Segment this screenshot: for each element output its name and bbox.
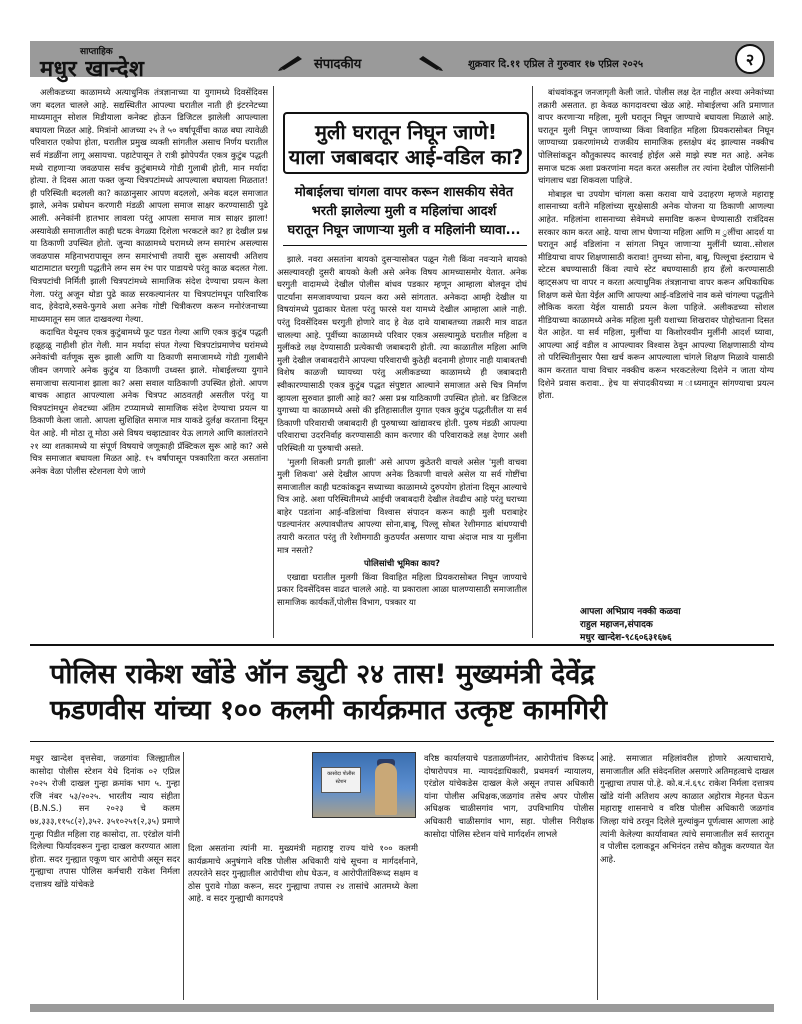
paragraph: एखाद्या घरातील मुलगी किंवा विवाहित महिला प्रियकरासोबत निघून जाण्याचे प्रकार दिवसेंदिवस वाढत चालले आहे. या प्रकाराला आळा घालण्यासाठी समाजातील सामाजिक कार्यकर्ते,पोलीस विभाग, पत्रकार या: [277, 571, 527, 608]
pen-icon: [415, 53, 443, 71]
brand-small-label: साप्ताहिक: [80, 47, 113, 57]
deck-line: मोबाईलचा चांगला वापर करून शासकीय सेवेत: [294, 185, 514, 200]
paragraph: बांधवांकडून जनजागृती केली जाते. पोलीस लक्ष देत नाहीत अश्या अनेकांच्या तक्रारी असतात. हा केवळ कागदावरचा खेळ आहे. मोबाईलचा अति प्रमाणात वापर करणाऱ्या महिला, मुली घरातून निघून जाण्याचे बघायला मिळाले आहे. घरातून मुली निघून जाण्याच्या किंवा विवाहित महिला प्रियकरासोबत निघून जाण्याच्या प्रकरणांमध्ये राजकीय सामाजिक हस्तक्षेप बंद झाल्यास नक्कीच पोलिसांकडून कौतुकास्पद कारवाई होईल असे माझे स्पष्ट मत आहे. अनेक समाज घटक अशा प्रकरणांना मदत करत असतील तर त्यांना देखील पोलिसांनी चांगलाच धडा शिकवला पाहिजे.: [538, 87, 774, 186]
editorial-headline-box: [283, 112, 529, 174]
section-divider: [30, 741, 774, 742]
pen-icon: [278, 53, 306, 71]
editorial-headline-line: याला जबाबदार आई-वडिल का?: [288, 145, 524, 169]
section-divider: [30, 644, 774, 646]
editorial-deck: [280, 183, 528, 240]
paragraph: मोबाइल चा उपयोग चांगला कसा करावा याचे उदाहरण म्हणजे महाराष्ट्र शासनाच्या वतीने महिलांच्या सुरक्षेसाठी अनेक योजना या ठिकाणी आणल्या आहेत. महिलांना शासनाच्या सेवेमध्ये समाविष्ट करून घेण्यासाठी रात्रंदिवस सरकार काम करत आहे. याचा लाभ घेणाऱ्या महिला आणि म ुलींचा आदर्श या घरातून आई वडिलांना न सांगता निघून जाणाऱ्या मुलींनी घ्यावा..सोशल मीडियाचा वापर शिक्षणासाठी करावा! तुमच्या सोना, बाबू, पिल्लूचा इंस्टाग्राम चे स्टेटस बघण्यासाठी किंवा त्याचे स्टेट बघण्यासाठी हाय हॅलो करण्यासाठी व्हाट्सअप चा वापर न करता अत्याधुनिक तंत्रज्ञानाचा वापर करून अधिकाधिक शिक्षण कसे घेता येईल आणि आपल्या आई-वडिलांचे नाव कसे चांगल्या पद्धतीने लौकिक करता येईल यासाठी प्रयत्न केला पाहिजे. अलीकडच्या सोशल मीडियाच्या काळामध्ये अनेक महिला मुली यशाच्या शिखरावर पोहोचताना दिसत येत आहेत. या सर्व महिला, मुलींचा या किशोरवयीन मुलींनी आदर्श घ्यावा, आपल्या आई वडील व आपल्यावर विश्वास ठेवून आपल्या शिक्षणासाठी योग्य तो परिस्थितीनुसार पैसा खर्च करून आपल्याला चांगले शिक्षण मिळावे यासाठी काम करतात याचा विचार नक्कीच करून भरकटलेल्या दिशेने न जाता योग्य दिशेने प्रवास करावा.. हेच या संपादकीयच्या म ाध्यमातून सांगण्याचा प्रयत्न होता.: [538, 188, 774, 401]
column-divider: [273, 86, 274, 638]
story-column-1: मधुर खान्देश वृत्तसेवा, जळगांवः जिल्ह्यातील कासोदा पोलीस स्टेशन येथे दिनांक ०२ एप्रिल २०२५ रोजी दाखल गुन्हा क्रमांक भाग ५. गुन्हा रजि नंबर ५३/२०२५. भारतीय न्याय संहीता (B.N.S.) सन २०२३ चे कलम ७४,३३३,११५८(२),३५२. ३५१०२५१(२,३५) प्रमाणे गुन्हा पिडीत महिला राह कासोदा, ता. एरंडोल यांनी दिलेल्या फिर्यादवरून गुन्हा दाखल करण्यात आला होता. सदर गुन्ह्यात एकूण चार आरोपी असून सदर गुन्ह्याचा तपास पोलिस कर्मचारी राकेश निर्मला दत्तात्रय खोंडे यांचेकडे: [30, 753, 180, 889]
story-headline-line-2: फडणवीस यांच्या १०० कलमी कार्यक्रमात उत्कृष्ट कामगिरी: [50, 695, 608, 726]
police-role-subhead: पोलिसांची भूमिका काय?: [364, 558, 440, 569]
editorial-signoff: [580, 606, 760, 645]
column-divider: [532, 86, 533, 638]
deck-line: भरती झालेल्या मुली व महिलांचा आदर्श: [311, 204, 497, 219]
story-column-3: वरिष्ठ कार्यालयाचे पडताळणीनंतर, आरोपीतांच विरूध्द दोषारोपपत्र मा. न्यायदंडाधिकारी, प्रथमवर्ग न्यायालय, एरंडोल यांचेकडेस दाखल केले असून तपास अधिकारी यांना पोलीस अधिक्षक,जळगांव तसेच अपर पोलीस अधिक्षक चाळीसगांव भाग, उपविभागिय पोलीस अधिकारी चाळीसगांव भाग, सहा. पोलीस निरीक्षक कासोदा पोलिस स्टेशन यांचे मार्गदर्शन लाभले: [424, 753, 594, 839]
editorial-headline-line: मुली घरातून निघून जाणे!: [314, 120, 498, 144]
paragraph: कदाचित येथूनच एकत्र कुटुंबामध्ये फूट पडत गेल्या आणि एकत्र कुटुंब पद्धती हळूहळू नाहीशी होत गेली. मान मर्यादा संपत गेल्या चित्रपटांप्रमाणेच घरांमध्ये अनेकांची वर्तणूक सुरू झाली आणि या ठिकाणी समाजामध्ये गोडी गुलाबीने जीवन जगणारे अनेक कुटुंब या ठिकाणी उध्वस्त झाले. मोबाईलच्या युगाने समाजाचा सत्यानाश झाला का? असा सवाल याठिकाणी उपस्थित होतो. आपण बाचक आहात आपल्याला अनेक चित्रपट आठवतही असतील परंतु या चित्रपटांमधून शेवटच्या अंतिम टप्प्यामध्ये सामाजिक संदेश देण्याचा प्रयत्न या ठिकाणी केला जातो. आपला सुशिक्षित समाज मात्र याकडे दुर्लक्ष करताना दिसून येत आहे. मी मोठा तू मोठा असे विषय चव्हाट्यावर येऊ लागले आणि कालांतराने २१ व्या शतकामध्ये या संपूर्ण विषयाचे जणूकाही प्रॅक्टिकल सुरू आहे का? असे चित्र समाजात बघायला मिळत आहे. १५ वर्षापासून पत्रकारिता करत असतांना अनेक वेळा पोलीस स्टेशनला येणे जाणे: [30, 327, 268, 476]
story-column-2-top: [188, 752, 308, 840]
brand-title: मधुर खान्देश: [40, 57, 145, 82]
deck-line: घरातून निघून जाणाऱ्या मुली व महिलांनी घ्यावा...: [287, 223, 521, 238]
signoff-line: आपला अभिप्राय नक्की कळवा: [580, 607, 681, 617]
signoff-line: राहुल महाजन,संपादक: [580, 620, 653, 630]
editorial-column-3: [538, 86, 774, 554]
paragraph: 'मुलगी शिकली प्रगती झाली' असे आपण कुठेतरी वाचले असेल 'मुली वाचवा मुली शिकवा' असे देखील आपण अनेक ठिकाणी वाचले असेल या सर्व गोष्टींचा समाजातील काही घटकांकडून सध्याच्या काळामध्ये दुरुपयोग होतांना दिसून आल्याचे चित्र आहे. अशा परिस्थितीमध्ये आईची जबाबदारी देखील तेवढीच आहे परंतु घराच्या बाहेर पडतांना आई-वडिलांचा विश्वास संपादन करून काही मुली घराबाहेर पडल्यानंतर अल्पावधीतच आपल्या सोना,बाबू, पिल्लू सोबत रेशीमगाठ बांधण्याची तयारी करतात परंतु ती रेशीमगाठी कुठपर्यंत असणार याचा अंदाज मात्र या मुलींना मात्र नसतो?: [277, 456, 527, 555]
page-number: २: [735, 44, 765, 74]
story-column-2: दिला असतांना त्यांनी मा. मुख्यमंत्री महाराष्ट्र राज्य यांचे १०० कलमी कार्यक्रमाचे अनुषंगाने वरिष्ठ पोलीस अधिकारी यांचे सूचना व मार्गदर्शनाने, तत्परतेने सदर गुन्ह्यातील आरोपीचा शोध घेऊन, व आरोपीतांविरूध्द सक्षम व ठोस पुरावे गोळा करून, सदर गुन्ह्याचा तपास २४ तासांचे आतमध्ये केला आहे. व सदर गुन्ह्याची कागदपत्रे: [188, 843, 418, 904]
footer-band: [30, 1004, 774, 1012]
deck-rule: [283, 245, 527, 246]
editorial-column-1: [30, 86, 268, 638]
police-station-sign: कासोदा पोलीस स्टेशन: [321, 767, 361, 793]
paragraph: झाले. नवरा असतांना बायको दुसऱ्यासोबत पळून गेली किंवा नवऱ्याने बायको असल्यावरही दुसरी बायको केली असे अनेक विषय आमच्यासमोर येतात. अनेक घरगुती वादामध्ये देखील पोलीस बांधव पडकार म्हणून आम्हाला बोलवून दोघं पाटर्यांना समजावण्याचा प्रयत्न करा असे सांगतात. अनेकदा आम्ही देखील या विषयांमध्ये पुढाकार घेतला परंतु फारसे यश यामध्ये देखील आम्हाला आले नाही. परंतु दिवसेंदिवस घरगुती होणारे वाद हे वेळ दावे याबाबतच्या तक्रारी मात्र वाढत चालल्या आहे. पूर्वीच्या काळामध्ये परिवार एकत्र असल्यामुळे घरातील महिला व मुलींकडे लक्ष देण्यासाठी प्रत्येकाची जबाबदारी होती. त्या काळातील महिला आणि मुली देखील जबाबदारीने आपल्या परिवाराची कुठेही बदनामी होणार नाही याबाबतची विशेष काळजी घ्यायच्या परंतु अलीकडच्या काळामध्ये ही जबाबदारी स्वीकारण्यासाठी एकत्र कुटुंब पद्धत संपुष्टात आल्याने समाजात असे चित्र निर्माण व्हायला सुरुवात झाली आहे का? असा प्रश्न याठिकाणी उपस्थित होतो. बर डिजिटल युगाच्या या काळामध्ये असो की इतिहासातील युगात एकत्र कुटुंब पद्धतीतील या सर्व ठिकाणी परिवाराची जबाबदारी ही पुरुषाच्या खांद्यावरच होती. पुरुष मंडळी आपल्या परिवाराचा उदरनिर्वाह करण्यासाठी काम करणार की परिवाराकडे लक्ष देणार अशी परिस्थिती या पुरुषाची असते.: [277, 254, 527, 453]
signoff-line: मधुर खान्देश-९८६०६३१६७६: [580, 633, 672, 643]
column-divider: [183, 752, 184, 1000]
editorial-column-2: [277, 253, 527, 638]
story-headline-line-1: पोलिस राकेश खोंडे ऑन ड्युटी २४ तास! मुख्यमंत्री देवेंद्र: [50, 659, 595, 690]
story-column-4: आहे. समाजात महिलांवरील होणारे अत्याचाराचे, समाजातील अति संवेदनशिल असणारे अतिमहत्वाचे दाखल गुन्ह्याचा तपास पो.हे. को.ब.नं.६९८ राकेश निर्मला दत्तात्रय खोंडे यांनी अतिशय अल्प काळात अहोरात्र मेहनत घेऊन महाराष्ट्र शासनाचे व वरिष्ठ पोलीस अधिकारी जळगांव जिल्हा यांचे ठरवून दिलेले मुल्यांकुन पूर्णत्वास आणला आहे त्यांनी केलेल्या कार्यावाबत त्यांचे समाजातील सर्व स्तरातून व पोलीस दलाकडून अभिनंदन तसेच कौतुक करण्यात येत आहे.: [600, 753, 774, 864]
officer-figure: [375, 763, 397, 815]
police-officer-photo: [312, 752, 416, 818]
column-divider: [597, 752, 598, 1000]
section-title: संपादकीय: [314, 57, 362, 72]
dateline: शुक्रवार दि.११ एप्रिल ते गुरुवार १७ एप्रिल २०२५: [468, 59, 644, 70]
paragraph: अलीकडच्या काळामध्ये अत्याधुनिक तंत्रज्ञानाच्या या युगामध्ये दिवसेंदिवस जग बदलत चालले आहे. सद्यस्थितीत आपल्या घरातील नाती ही इंटरनेटच्या माध्यमातून सोशल मिडीयाला कनेक्ट होऊन डिजिटल झालेली आपल्याला बघायला मिळत आहे. मित्रांनो आजच्या २५ ते ५० वर्षापूर्वीचा काळ बघा त्यावेळी परिवारात एकोपा होता, घरातील प्रमुख व्यक्ती सांगतील असाच निर्णय घरातील सर्व मंडळींना लागू असायचा. पहाटेपासून ते रात्री झोपेपर्यंत एकत्र कुटुंब पद्धती मध्ये राहणाऱ्या जवळपास सर्वच कुटुंबामध्ये गोडी गुलाबी होती, मान मर्यादा होत्या. ते दिवस आता फक्त जुन्या चित्रपटांमध्ये आपल्याला बघायला मिळतात! ही परिस्थिती बदलली का? काळानुसार आपण बदललो, अनेक बदल समाजात झाले, अनेक प्रबोधन करणारी मंडळी आपला समाज साक्षर करण्यासाठी पुढे आली. अनेकांनी हातभार लावला परंतु आपला समाज मात्र साक्षर झाला! अस्यावेळी समाजातील काही घटक वेगळ्या दिशेला भरकटले का? हा देखील प्रश्न या ठिकाणी उपस्थित होतो. जुन्या काळामध्ये घरामध्ये लग्न समारंभ असल्यास जवळपास महिनाभरापासून लग्न समारंभाची तयारी सुरू असायची अतिशय थाटामाटात घरगुती पद्धतीने लग्न सम रंभ पार पाडायचे परंतु काळ बदलत गेला. चित्रपटांची निर्मिती झाली चित्रपटांमध्ये सामाजिक संदेश देण्याचा प्रयत्न केला गेला. परंतु अजून थोडा पुढे काळ सरकल्यानंतर या चित्रपटांमधून पारिवारिक वाद, हेवेदावे,रुसवे-फुगवे अशा अनेक गोष्टी चित्रीकरण करून मनोरंजनाच्या माध्यमातून सम जात दाखवल्या गेल्या.: [30, 87, 268, 324]
